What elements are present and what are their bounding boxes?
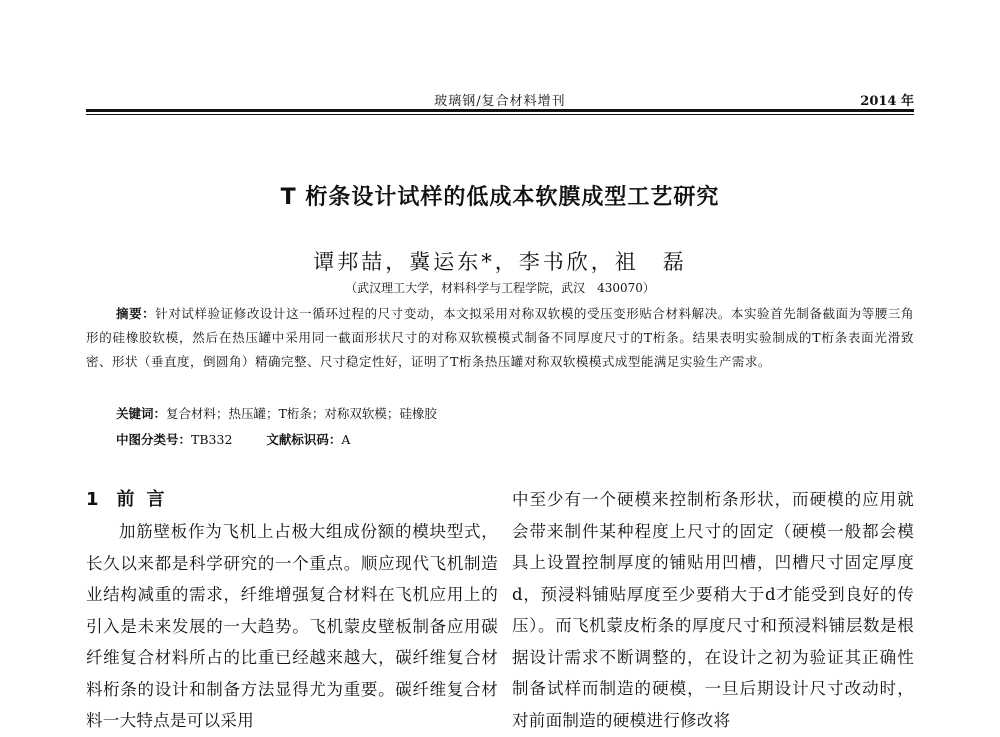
right-column (512, 484, 914, 736)
intro-paragraph-left: 加筋壁板作为飞机上占极大组成份额的模块型式，长久以来都是科学研究的一个重点。顺应现代飞机制造业结构减重的需求，纤维增强复合材料在飞机应用上的引入是未来发展的一大趋势。飞机蒙皮壁板制备应用碳纤维复合材料所占的比重已经越来越大，碳纤维复合材料桁条的设计和制备方法显得尤为重要。碳纤维复合材料一大特点是可以采用 (86, 522, 498, 730)
header-rule-thick (86, 109, 914, 112)
doc-code-value: A (341, 432, 351, 447)
keywords-label: 关键词： (116, 406, 167, 421)
abstract-label: 摘要： (116, 306, 156, 321)
left-column (86, 484, 498, 737)
abstract-text: 针对试样验证修改设计这一循环过程的尺寸变动，本文拟采用对称双软模的受压变形贴合材料解决。本实验首先制备截面为等腰三角形的硅橡胶软模，然后在热压罐中采用同一截面形状尺寸的对称双软模模式制备不同厚度尺寸的T桁条。结果表明实验制成的T桁条表面光滑致密、形状（垂直度，倒圆角）精确完整、尺寸稳定性好，证明了T桁条热压罐对称双软模模式成型能满足实验生产需求。 (86, 306, 914, 369)
section-number: 1 (86, 489, 101, 510)
affiliation: （武汉理工大学，材料科学与工程学院，武汉 430070） (345, 281, 655, 295)
section-title: 前言 (116, 489, 177, 510)
header-rule-thin (86, 114, 914, 115)
keywords-text: 复合材料；热压罐；T桁条；对称双软模；硅橡胶 (166, 406, 437, 421)
header-year: 2014 年 (860, 94, 914, 109)
paper-title: T 桁条设计试样的低成本软膜成型工艺研究 (280, 185, 720, 210)
author-list: 谭邦喆，冀运东*，李书欣，祖 磊 (313, 250, 687, 274)
journal-name: 玻璃钢/复合材料增刊 (434, 94, 566, 109)
page-header (86, 84, 914, 108)
clc-label: 中图分类号： (116, 432, 192, 447)
section-heading (86, 484, 498, 516)
classification-line (116, 430, 914, 448)
keywords (116, 404, 914, 422)
doc-code-label: 文献标识码： (266, 432, 342, 447)
clc-value: TB332 (191, 432, 233, 447)
intro-paragraph-right: 中至少有一个硬模来控制桁条形状，而硬模的应用就会带来制件某种程度上尺寸的固定（硬模一般都会模具上设置控制厚度的铺贴用凹槽，凹槽尺寸固定厚度d，预浸料铺贴厚度至少要稍大于d才能受到良好的传压）。而飞机蒙皮桁条的厚度尺寸和预浸料铺层数是根据设计需求不断调整的，在设计之初为验证其正确性制备试样而制造的硬模，一旦后期设计尺寸改动时，对前面制造的硬模进行修改将 (512, 490, 914, 730)
abstract (86, 302, 914, 374)
